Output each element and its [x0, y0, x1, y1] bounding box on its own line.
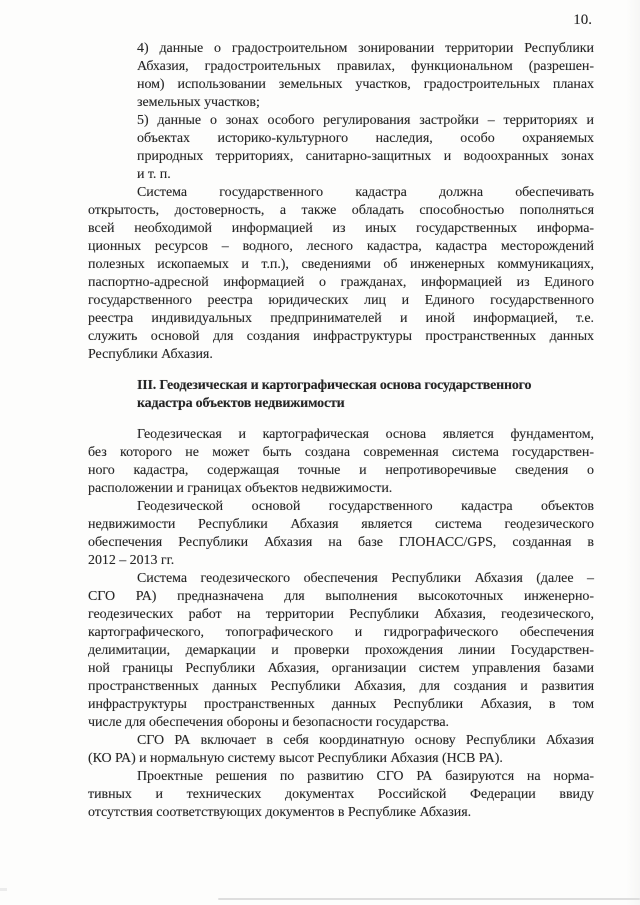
text-line: полезных ископаемых и т.п.), сведениями об инженерных коммуникациях,: [88, 257, 594, 272]
text-column: [88, 40, 594, 822]
text-line: расположении и границах объектов недвижимости.: [88, 481, 393, 496]
paragraph: [88, 184, 594, 364]
scan-shade-right: [626, 0, 640, 905]
text-line: обеспечения Республики Абхазия на базе ГЛОНАСС/GPS, созданная в: [88, 535, 594, 550]
text-line: Система геодезического обеспечения Республики Абхазия (далее –: [137, 571, 594, 586]
text-line: Геодезическая и картографическая основа является фундаментом,: [137, 427, 594, 442]
list-item: [88, 112, 594, 184]
text-line: инфраструктуры пространственных данных Республики Абхазия, в том: [88, 697, 594, 712]
text-line: всей необходимой информацией из иных государственных информа-: [88, 221, 594, 236]
text-line: делимитации, демаркации и проверки прохождения линии Государствен-: [88, 643, 594, 658]
text-line: Республики Абхазия.: [88, 347, 213, 362]
text-line: открытость, достоверность, а также обладать способностью пополняться: [88, 203, 594, 218]
text-line: СГО РА) предназначена для выполнения высокоточных инженерно-: [88, 589, 594, 604]
text-line: реестра индивидуальных предпринимателей и иной информацией, т.е.: [88, 311, 594, 326]
text-line: недвижимости Республики Абхазия является система геодезического: [88, 517, 594, 532]
paragraph: [88, 498, 594, 570]
text-line: 5) данные о зонах особого регулирования застройки – территориях и: [137, 113, 594, 128]
text-line: тивных и технических документах Российской Федерации ввиду: [88, 787, 594, 802]
text-line: паспортно-адресной информацией о гражданах, информацией из Единого: [88, 275, 594, 290]
text-line: земельных участков;: [137, 95, 260, 110]
text-line: кадастра объектов недвижимости: [137, 396, 345, 411]
text-line: ном) использовании земельных участков, градостроительных планах: [137, 77, 594, 92]
text-line: III. Геодезическая и картографическая основа государственного: [137, 378, 532, 393]
paragraph: [88, 426, 594, 498]
text-line: картографического, топографического и гидрографического обеспечения: [88, 625, 594, 640]
scan-mark-left: [0, 888, 7, 891]
text-line: Система государственного кадастра должна обеспечивать: [137, 185, 594, 200]
text-line: служить основой для создания инфраструктуры пространственных данных: [88, 329, 594, 344]
text-line: и т. п.: [137, 167, 171, 182]
text-line: отсутствия соответствующих документов в Республике Абхазия.: [88, 805, 472, 820]
text-line: Геодезической основой государственного кадастра объектов: [137, 499, 594, 514]
text-line: ной границы Республики Абхазия, организации систем управления базами: [88, 661, 594, 676]
text-line: геодезических работ на территории Республики Абхазия, геодезического,: [88, 607, 594, 622]
text-line: СГО РА включает в себя координатную основу Республики Абхазия: [137, 733, 594, 748]
text-line: Абхазия, градостроительных правилах, функциональном (разрешен-: [137, 59, 594, 74]
section-heading: [88, 377, 594, 413]
text-line: пространственных данных Республики Абхазия, для создания и развития: [88, 679, 594, 694]
paragraph: [88, 768, 594, 822]
paragraph: [88, 570, 594, 732]
list-item: [88, 40, 594, 112]
text-line: числе для обеспечения обороны и безопасности государства.: [88, 715, 449, 730]
scan-edge-bottom: [218, 898, 640, 900]
text-line: государственного реестра юридических лиц и Единого государственного: [88, 293, 594, 308]
text-line: Проектные решения по развитию СГО РА базируются на норма-: [137, 769, 594, 784]
page-number: 10.: [573, 12, 592, 28]
text-line: природных территориях, санитарно-защитных и водоохранных зонах: [137, 149, 594, 164]
text-line: объектах историко-культурного наследия, особо охраняемых: [137, 131, 594, 146]
text-line: 4) данные о градостроительном зонировании территории Республики: [137, 41, 594, 56]
text-line: ного кадастра, содержащая точные и непротиворечивые сведения о: [88, 463, 594, 478]
text-line: ционных ресурсов – водного, лесного кадастра, кадастра месторождений: [88, 239, 594, 254]
text-line: без которого не может быть создана современная система государствен-: [88, 445, 594, 460]
text-line: (КО РА) и нормальную систему высот Республики Абхазия (НСВ РА).: [88, 751, 503, 766]
paragraph: [88, 732, 594, 768]
text-line: 2012 – 2013 гг.: [88, 553, 175, 568]
